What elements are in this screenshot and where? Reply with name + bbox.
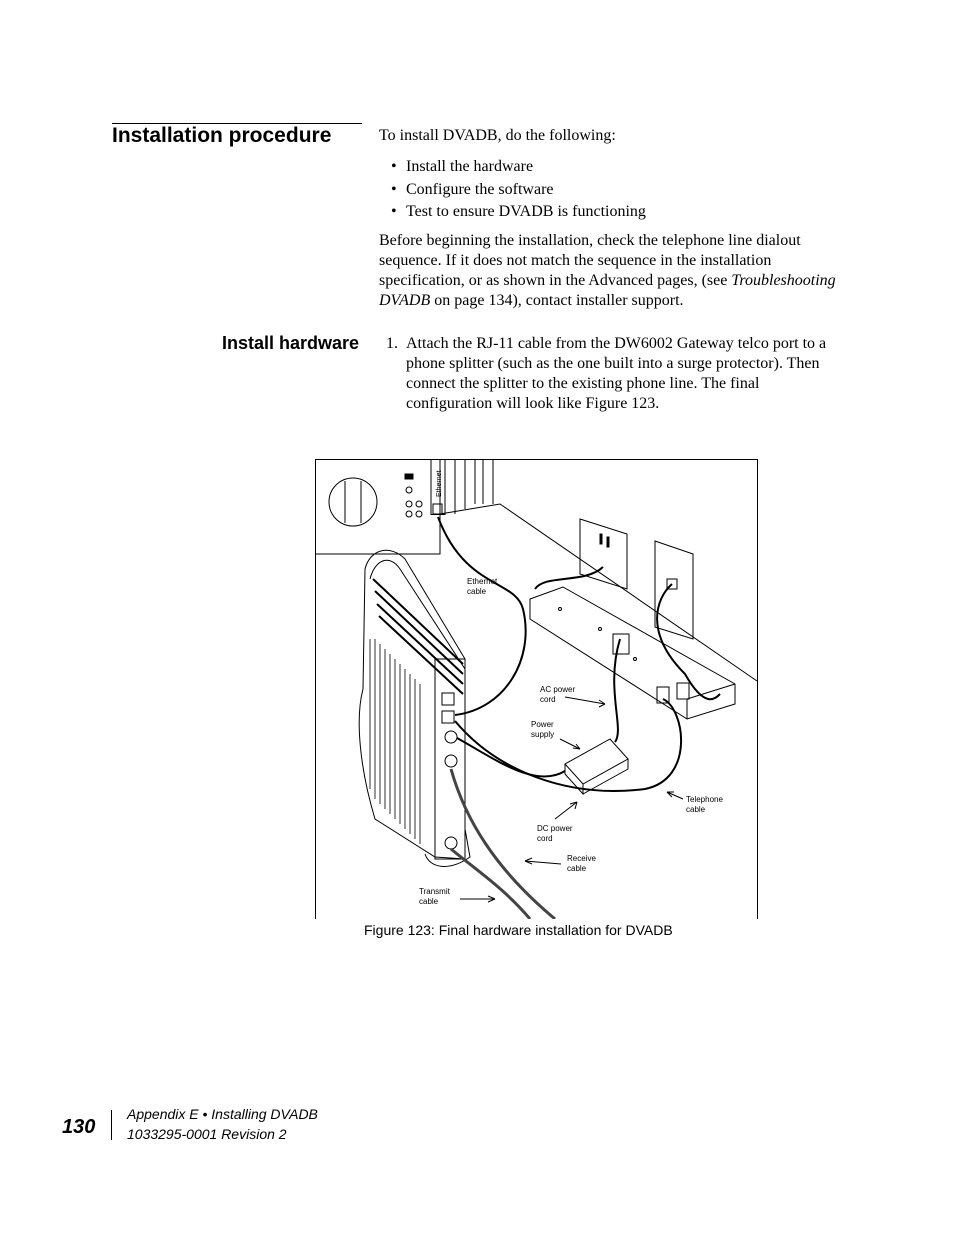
list-item: • Configure the software [391,179,646,202]
ethernet-cable-label: cable [467,587,487,596]
step-number: 1. [386,335,398,352]
step-text: Attach the RJ-11 cable from the DW6002 Gateway telco port to a phone splitter (such as the one built into a surge protector). Then connect the splitter to the existing phone line. The final configuration will look like Figure 123. [406,335,827,412]
receive-cable-label: Receive [567,854,596,863]
figure-caption: Figure 123: Final hardware installation for DVADB [364,922,673,938]
footer-doc-number: 1033295-0001 Revision 2 [127,1126,287,1142]
dc-power-label: cord [537,834,553,843]
transmit-cable-label: Transmit [419,887,450,896]
ethernet-cable-label: Ethernet [467,577,498,586]
telephone-cable-label: Telephone [686,795,723,804]
dc-power-label: DC power [537,824,573,833]
telephone-cable-label: cable [686,805,706,814]
footer-chapter: Appendix E • Installing DVADB [127,1106,318,1122]
paragraph-text: on page 134), contact installer support. [430,292,684,309]
ethernet-port-label: Ethernet [436,470,443,497]
task-list [391,156,646,224]
power-supply-label: Power [531,720,554,729]
receive-cable-label: cable [567,864,587,873]
pre-install-paragraph [379,231,839,311]
hardware-installation-figure [315,459,758,919]
intro-text: To install DVADB, do the following: [379,127,616,144]
footer-divider [111,1110,112,1140]
ac-power-label: cord [540,695,556,704]
list-item: • Install the hardware [391,156,646,179]
power-supply-label: supply [531,730,555,739]
page-number: 130 [62,1116,96,1138]
paragraph-text: Before beginning the installation, check the telephone line dialout sequence. If it does not match the sequence in the installation specification, or as shown in the Advanced pages, (see [379,232,801,289]
troubleshooting-reference: Troubleshooting DVADB [379,272,836,309]
section-title: Installation procedure [112,124,332,147]
list-item: • Test to ensure DVADB is functioning [391,201,646,224]
subsection-title: Install hardware [222,333,360,353]
transmit-cable-label: cable [419,897,439,906]
ac-power-label: AC power [540,685,576,694]
